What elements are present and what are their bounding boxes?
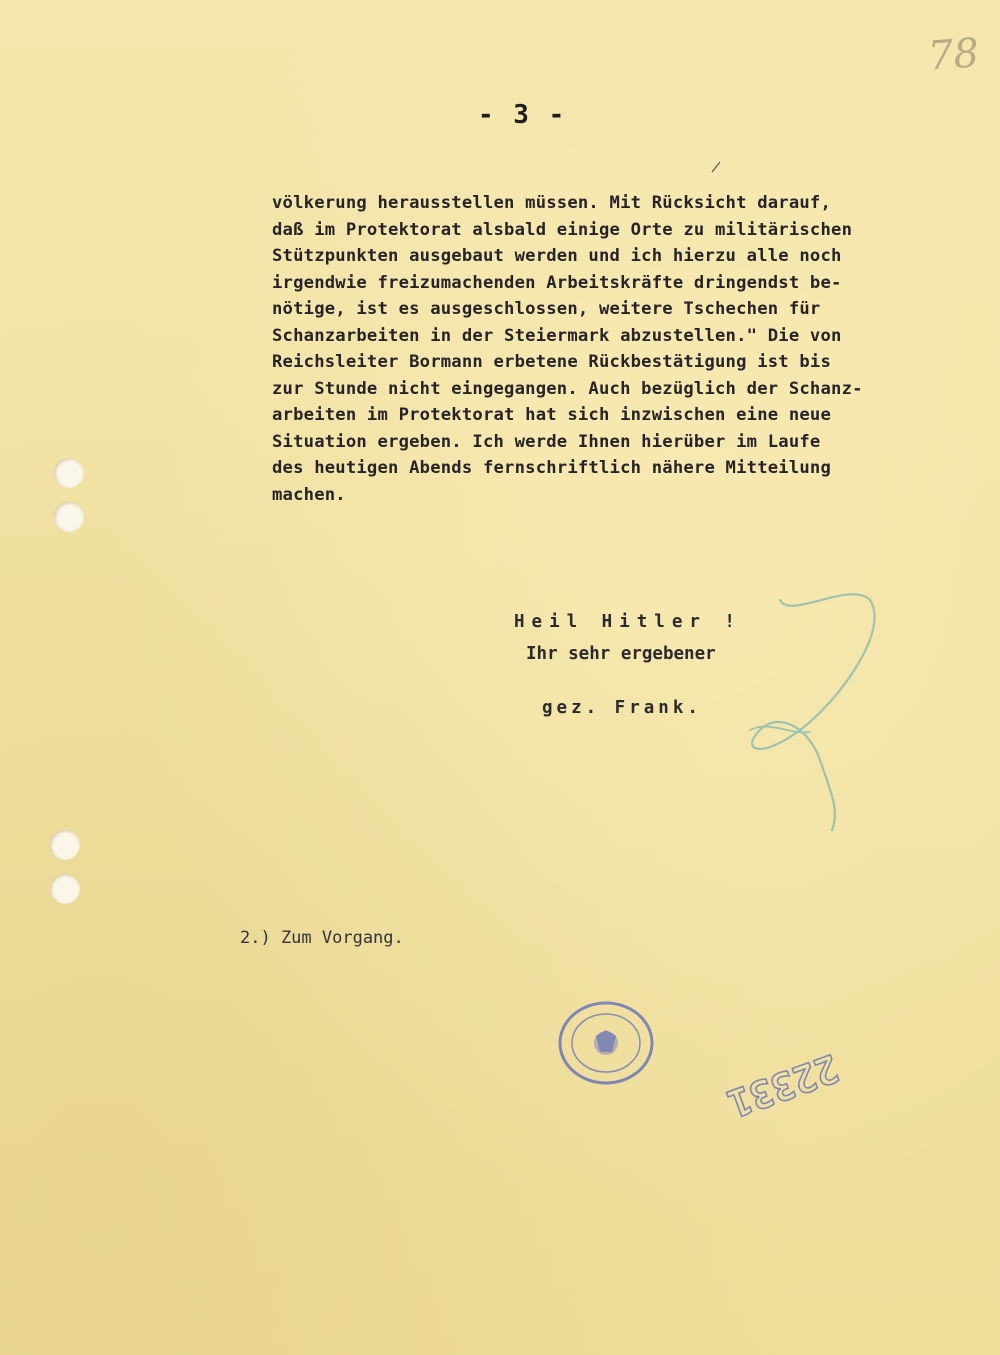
letter-closing <box>514 612 742 718</box>
punch-hole <box>50 874 80 904</box>
filing-note: 2.) Zum Vorgang. <box>240 928 404 948</box>
pencil-tick-mark <box>710 160 722 174</box>
punch-hole <box>50 830 80 860</box>
page-number: - 3 - <box>478 100 567 130</box>
punch-hole <box>54 458 84 488</box>
body-line: des heutigen Abends fernschriftlich nähere Mitteilung <box>272 458 832 478</box>
body-line: völkerung herausstellen müssen. Mit Rücksicht darauf, <box>272 193 832 213</box>
body-line: Schanzarbeiten in der Steiermark abzustellen." Die von <box>272 325 842 346</box>
archive-number-text: 22331 <box>721 1045 845 1126</box>
body-line: arbeiten im Protektorat hat sich inzwischen eine neue <box>272 405 832 425</box>
body-line: Reichsleiter Bormann erbetene Rückbestätigung ist bis <box>272 352 832 372</box>
body-line: Stützpunkten ausgebaut werden und ich hierzu alle noch <box>272 246 842 266</box>
body-line: nötige, ist es ausgeschlossen, weitere Tschechen für <box>272 299 821 319</box>
signature-line: gez. Frank. <box>542 698 702 718</box>
body-line: irgendwie freizumachenden Arbeitskräfte dringendst be- <box>272 272 842 293</box>
handwritten-initials-mark <box>720 560 900 840</box>
letter-body <box>272 190 972 508</box>
archive-number-stamp <box>720 1040 850 1130</box>
body-line: zur Stunde nicht eingegangen. Auch bezüglich der Schanz- <box>272 378 863 399</box>
punch-hole <box>54 502 84 532</box>
body-line: Situation ergeben. Ich werde Ihnen hierüber im Laufe <box>272 431 821 452</box>
body-line: machen. <box>272 484 346 505</box>
archive-seal-stamp <box>556 1000 656 1086</box>
closing-greeting: Heil Hitler ! <box>514 612 742 632</box>
folio-number: 78 <box>926 30 981 80</box>
closing-valediction: Ihr sehr ergebener <box>526 644 716 664</box>
body-line: daß im Protektorat alsbald einige Orte zu militärischen <box>272 219 853 240</box>
